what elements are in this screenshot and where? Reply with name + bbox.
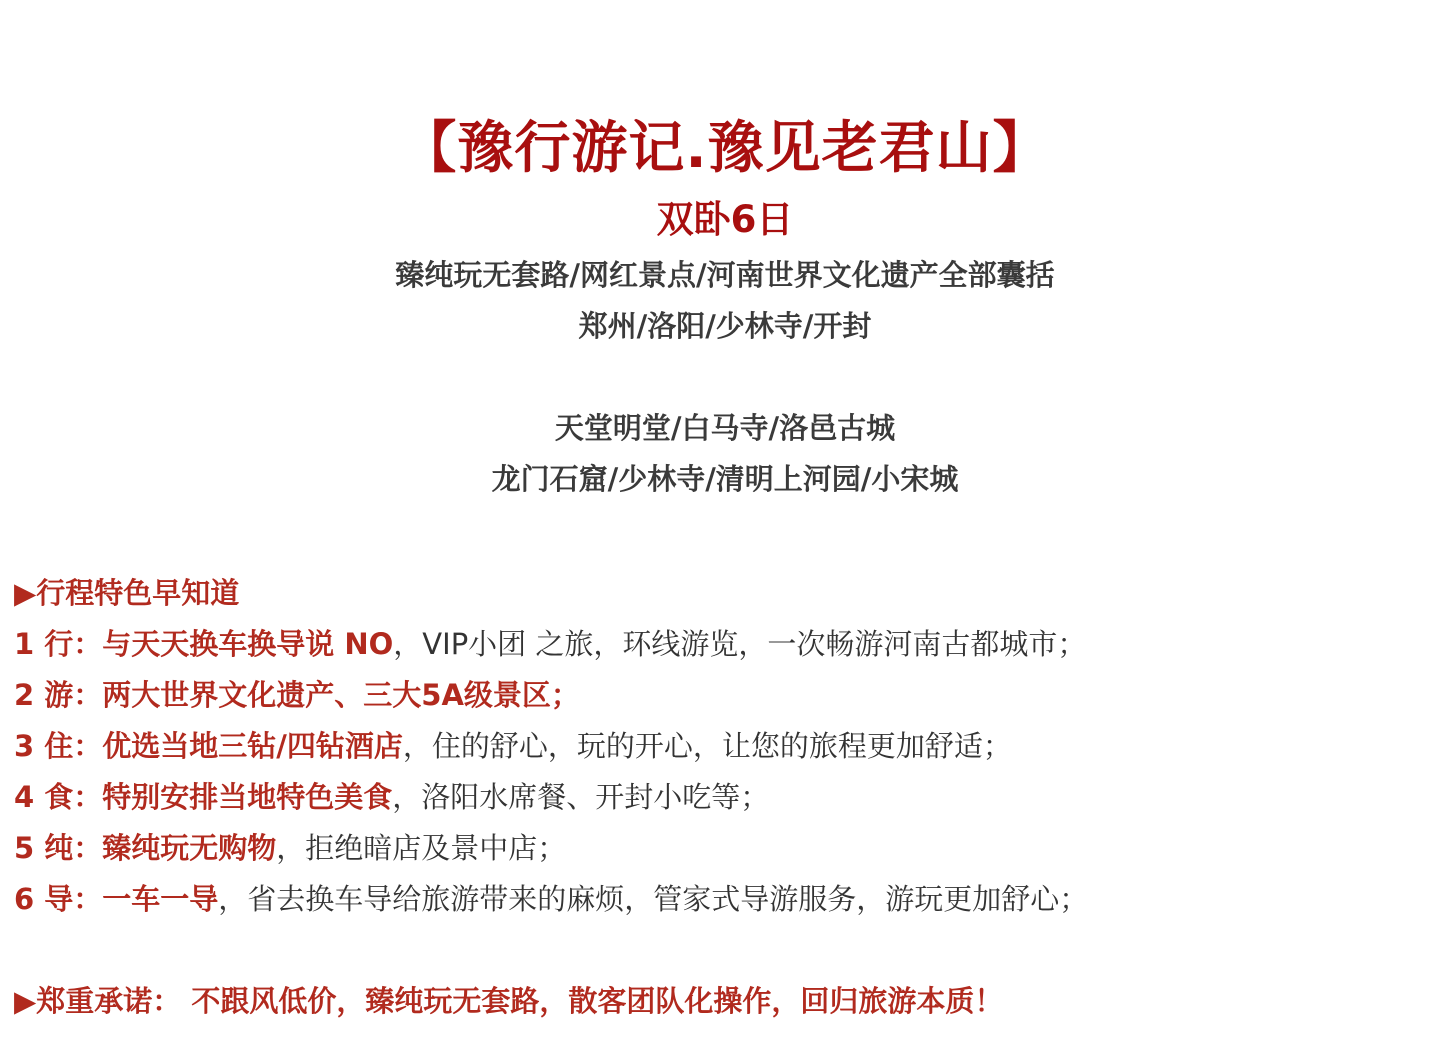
feature-item-detail: ，省去换车导给旅游带来的麻烦，管家式导游服务，游玩更加舒心； [218,882,1089,916]
feature-item [14,670,1434,721]
feature-item-highlight: 4 食：特别安排当地特色美食 [14,780,393,814]
features-heading: ▶行程特色早知道 [14,576,240,610]
feature-item-detail: ，拒绝暗店及景中店； [276,831,567,865]
feature-item-highlight: 6 导：一车一导 [14,882,219,916]
feature-item [14,721,1434,772]
feature-item-detail: ，洛阳水席餐、开封小吃等； [392,780,770,814]
page-subtitle: 双卧6日 [656,198,794,241]
spacer [14,925,1434,976]
feature-item-highlight: 3 住：优选当地三钻/四钻酒店 [14,729,403,763]
features-section [14,568,1434,1027]
feature-item-detail: ，VIP小团 之旅，环线游览，一次畅游河南古都城市； [393,627,1087,661]
spacer [0,352,1450,403]
spots-line-2: 龙门石窟/少林寺/清明上河园/小宋城 [491,462,959,496]
spots-line-1: 天堂明堂/白马寺/洛邑古城 [554,411,896,445]
tagline-highlights: 臻纯玩无套路/网红景点/河南世界文化遗产全部囊括 [395,258,1055,292]
promise-statement: ▶郑重承诺： 不跟风低价，臻纯玩无套路，散客团队化操作，回归旅游本质！ [14,984,1004,1018]
tagline-cities: 郑州/洛阳/少林寺/开封 [578,309,872,343]
feature-item-detail: ，住的舒心，玩的开心，让您的旅程更加舒适； [402,729,1012,763]
feature-item [14,823,1434,874]
feature-item [14,772,1434,823]
feature-item [14,619,1434,670]
feature-item-highlight: 1 行：与天天换车换导说 NO [14,627,394,661]
page-title: 【豫行游记.豫见老君山】 [400,116,1050,181]
feature-item [14,874,1434,925]
feature-item-highlight: 2 游：两大世界文化遗产、三大5A级景区； [14,678,580,712]
feature-item-highlight: 5 纯：臻纯玩无购物 [14,831,277,865]
header-block [0,110,1450,505]
